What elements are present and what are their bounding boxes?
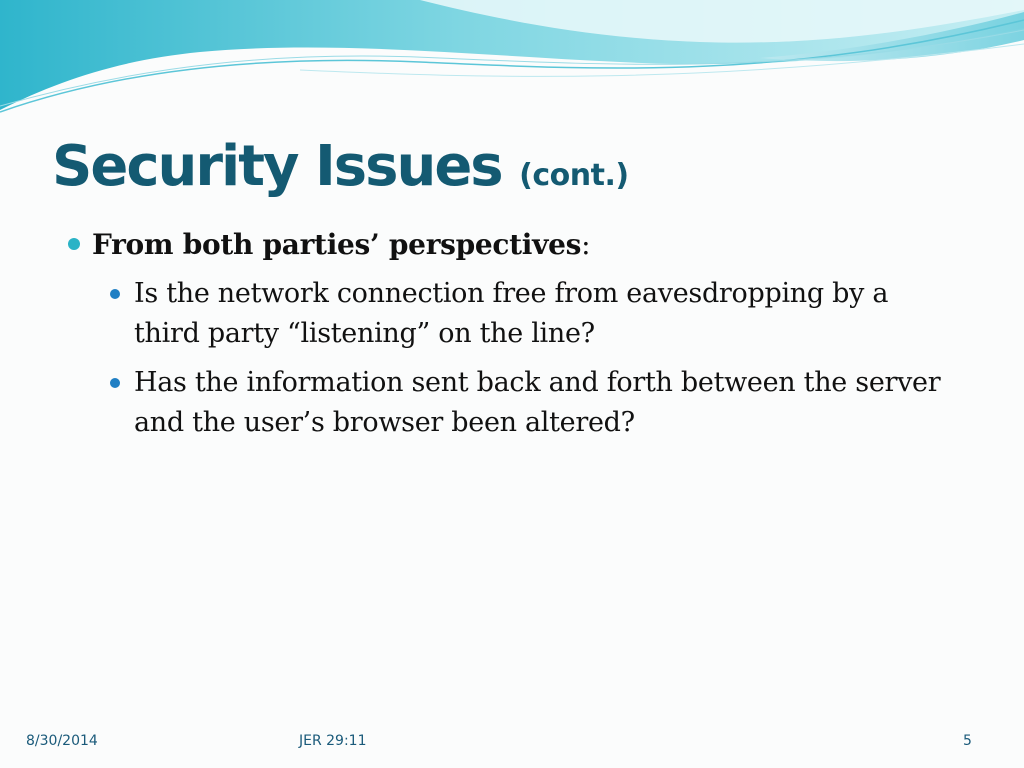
sub-bullet-list — [106, 274, 962, 443]
header-wave-decoration — [0, 0, 1024, 120]
footer-page-number: 5 — [963, 733, 972, 749]
sub-bullet-dot-icon — [110, 378, 120, 388]
sub-bullet-item — [106, 363, 962, 443]
slide-title-suffix: (cont.) — [519, 158, 629, 193]
slide-content — [62, 224, 962, 452]
sub-bullet-item — [106, 274, 962, 354]
sub-bullet-dot-icon — [110, 289, 120, 299]
footer-date: 8/30/2014 — [26, 733, 98, 749]
footer-center-text: JER 29:11 — [299, 733, 367, 749]
sub-bullet-text: Has the information sent back and forth between the server and the user’s browser been altered? — [134, 367, 941, 438]
slide-title-main: Security Issues — [52, 134, 502, 199]
bullet-main-heading: From both parties’ perspectives — [92, 228, 582, 261]
bullet-main — [62, 224, 962, 266]
sub-bullet-text: Is the network connection free from eavesdropping by a third party “listening” on the line? — [134, 278, 889, 349]
bullet-dot-icon — [68, 238, 80, 250]
bullet-main-colon: : — [581, 228, 591, 261]
slide-title — [52, 128, 629, 215]
